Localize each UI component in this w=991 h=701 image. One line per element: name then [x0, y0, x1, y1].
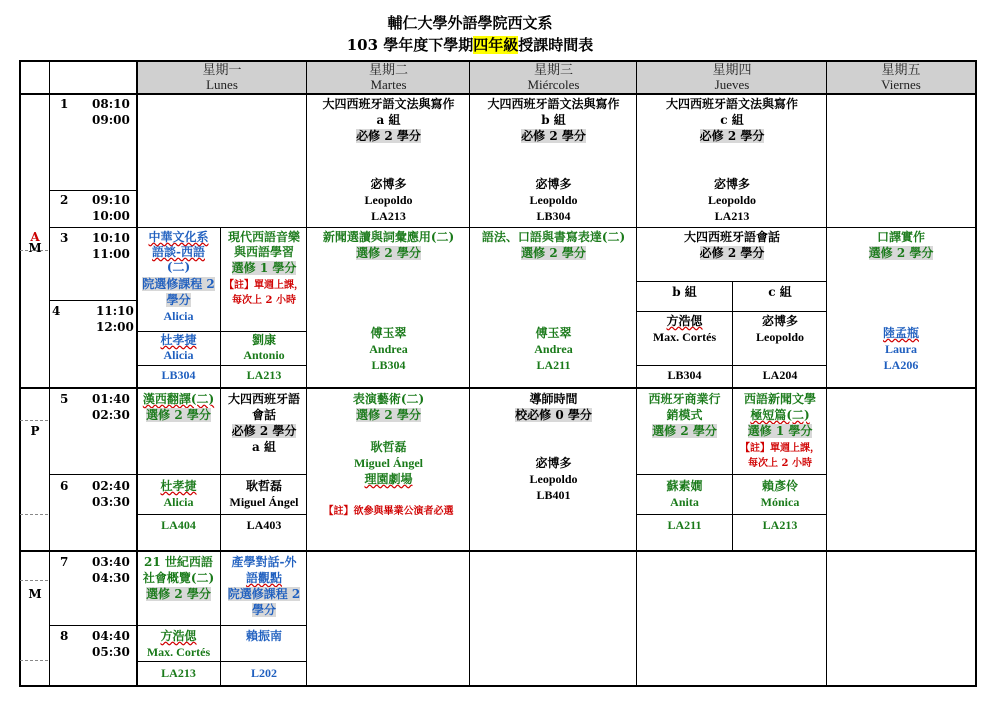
- period-1-start: 08:10: [92, 97, 130, 111]
- course-mon34a-l5-text: 學分: [166, 293, 191, 307]
- day-header-tue-es: Martes: [370, 77, 407, 92]
- period-7-no: 7: [60, 555, 69, 569]
- course-mon34b-teacher-es: Antonio: [243, 348, 285, 362]
- course-mon78a-l2: 社會概覽(二): [142, 571, 215, 585]
- grid-mon-room-line-78: [137, 661, 307, 662]
- course-writing-tue-teacher-zh: 宓博多: [370, 177, 407, 191]
- course-mon34a-room: LB304: [161, 368, 196, 382]
- course-mon78a-l3-text: 選修 2 學分: [146, 587, 211, 601]
- period-6-start: 02:40: [92, 479, 130, 493]
- grid-thu-group-line: [637, 281, 827, 282]
- side-dash-m2: [20, 660, 48, 661]
- grid-thu-room-line: [637, 365, 827, 366]
- course-mon78a-room: LA213: [161, 666, 196, 680]
- course-thu56b-room: LA213: [762, 518, 798, 532]
- side-label-am-a: A: [30, 230, 40, 244]
- course-wed34-teacher-zh: 傅玉翠: [535, 326, 572, 340]
- course-wed56-l2: [470, 408, 637, 423]
- course-mon78a-teacher-zh: 方浩偲: [160, 629, 197, 643]
- grid-mon-teacher-line-78: [137, 625, 307, 626]
- period-4-start: 11:10: [96, 304, 134, 318]
- course-wed56-l1: 導師時間: [529, 392, 578, 406]
- period-3-end: 11:00: [92, 247, 130, 261]
- grid-thu-room-line-56: [637, 514, 827, 515]
- course-mon78b-l3: [221, 587, 307, 602]
- course-writing-thu-req-text: 必修 2 學分: [699, 129, 765, 143]
- period-8-end: 05:30: [92, 645, 130, 659]
- course-tue34-l2-text: 選修 2 學分: [356, 246, 421, 260]
- grid-noon-line: [19, 387, 977, 389]
- period-4-end: 12:00: [96, 320, 134, 334]
- period-1-no: 1: [60, 97, 69, 111]
- course-thu56b-l1: 西語新聞文學: [743, 392, 816, 406]
- grid-header-line: [19, 93, 977, 95]
- course-fri34-l2-text: 選修 2 學分: [868, 246, 934, 260]
- course-thu34-req-text: 必修 2 學分: [699, 246, 765, 260]
- course-writing-wed-teacher-es: Leopoldo: [529, 193, 578, 207]
- course-writing-thu-title: 大四西班牙語文法與寫作: [665, 97, 798, 111]
- course-writing-thu-req: [637, 129, 827, 144]
- course-mon56a-l1-text: 漢西翻譯(二): [142, 392, 215, 406]
- course-mon78a-teacher-es: Max. Cortés: [146, 645, 211, 659]
- course-fri34-teacher-es: Laura: [884, 342, 917, 356]
- course-wed34-l2: [470, 246, 637, 261]
- side-dash-m1: [20, 580, 48, 581]
- course-wed34-l1: 語法、口語與書寫表達(二): [481, 230, 626, 244]
- grid-border-right: [975, 60, 977, 687]
- course-writing-wed-req-text: 必修 2 學分: [521, 129, 586, 143]
- course-mon34b-teacher-zh: 劉康: [251, 333, 276, 347]
- course-tue56-teacher-zh: 耿哲磊: [370, 440, 407, 454]
- day-header-wed-es: Miércoles: [527, 77, 580, 92]
- side-label-am-m: M: [28, 241, 42, 255]
- course-tue56-l2: [307, 408, 470, 423]
- course-mon78b-room: L202: [250, 666, 277, 680]
- course-mon34b-note1: 【註】單週上課，: [224, 280, 304, 291]
- course-thu34c-teacher-es: Leopoldo: [755, 330, 804, 344]
- course-thu34b-group: b 組: [672, 285, 697, 299]
- grid-border-bottom: [19, 685, 977, 687]
- course-mon34b-note2: 每次上 2 小時: [232, 295, 296, 306]
- course-writing-tue-req: [307, 129, 470, 144]
- course-fri34-teacher-zh: 陸孟瓶: [882, 326, 919, 340]
- course-writing-wed-title: 大四西班牙語文法與寫作: [487, 97, 620, 111]
- course-fri34-l1: 口譯實作: [876, 230, 925, 244]
- course-tue56-venue: 理園劇場: [364, 472, 413, 486]
- course-tue56-note: 【註】欲參與畢業公演者必選: [323, 506, 454, 517]
- course-thu56a-l3-text: 選修 2 學分: [652, 424, 717, 438]
- day-header-fri-es: Viernes: [881, 77, 921, 92]
- period-7-start: 03:40: [92, 555, 130, 569]
- day-header-mon-es: Lunes: [206, 77, 238, 92]
- course-mon56a-teacher-es: Alicia: [163, 495, 194, 509]
- subtitle-suffix: 授課時間表: [518, 36, 594, 54]
- period-5-no: 5: [60, 392, 69, 406]
- period-6-no: 6: [60, 479, 69, 493]
- grid-line-p3: [49, 227, 977, 228]
- course-writing-wed-group: b 組: [541, 113, 566, 127]
- course-thu34b-teacher-es: Max. Cortés: [652, 330, 717, 344]
- course-tue34-l2: [307, 246, 470, 261]
- period-3-start: 10:10: [92, 231, 130, 245]
- grid-line-p2: [49, 190, 137, 191]
- period-2-end: 10:00: [92, 209, 130, 223]
- course-thu34b-teacher-zh: [637, 314, 732, 329]
- course-mon34a-l2: 語談-西語: [152, 245, 205, 259]
- grid-line-p4: [49, 300, 137, 301]
- course-mon56b-l1: 大四西班牙語: [227, 392, 300, 406]
- subtitle-term: 103 學年度下學期: [346, 36, 474, 54]
- course-mon34b-room: LA213: [246, 368, 282, 382]
- course-mon56b-teacher-zh: 耿哲磊: [245, 479, 282, 493]
- course-tue56-l2-text: 選修 2 學分: [356, 408, 421, 422]
- course-thu56a-l1: 西班牙商業行: [648, 392, 721, 406]
- course-tue34-l1: 新聞選讀與詞彙應用(二): [322, 230, 455, 244]
- course-thu56b-note1: 【註】單週上課，: [740, 443, 820, 454]
- course-mon78b-l3-text: 院選修課程 2: [227, 587, 301, 601]
- day-header-fri-zh: 星期五: [881, 62, 921, 77]
- grid-mon-room-line-34: [137, 365, 307, 366]
- course-mon34a-teacher2-es: Alicia: [163, 348, 194, 362]
- course-writing-tue-teacher-es: Leopoldo: [364, 193, 413, 207]
- document-title: 輔仁大學外語學院西文系: [387, 14, 553, 32]
- course-mon34b-l2: 與西語學習: [233, 245, 294, 259]
- course-writing-wed-room: LB304: [536, 209, 571, 223]
- course-mon56b-l3-text: 必修 2 學分: [231, 424, 297, 438]
- course-mon34a-teacher2-zh: 杜孝捷: [160, 333, 197, 347]
- grid-col-wed: [469, 60, 470, 687]
- course-mon34a-l3: (二): [166, 260, 191, 274]
- course-writing-tue-title: 大四西班牙語文法與寫作: [322, 97, 455, 111]
- course-mon78a-l1: 21 世紀西語: [144, 555, 213, 569]
- course-mon78b-l4-text: 學分: [251, 603, 276, 617]
- course-thu56a-teacher-es: Anita: [670, 495, 699, 509]
- side-label-pm-m: M: [28, 587, 42, 601]
- course-fri34-room: LA206: [883, 358, 919, 372]
- course-writing-tue-group: a 組: [376, 113, 401, 127]
- day-header-wed-zh: 星期三: [533, 62, 573, 77]
- course-thu34-req: [637, 246, 827, 261]
- course-mon78a-l3: [137, 587, 220, 602]
- course-mon56b-l3: [221, 424, 307, 439]
- course-mon34b-l3-text: 選修 1 學分: [231, 261, 297, 275]
- course-mon78b-l4: [221, 603, 307, 618]
- course-thu56b-l3: [733, 424, 827, 439]
- side-label-pm-p: P: [30, 424, 40, 438]
- day-header-tue-zh: 星期二: [368, 62, 408, 77]
- day-header-thu-es: Jueves: [714, 77, 750, 92]
- grid-col-side: [49, 60, 50, 687]
- course-mon34a-l1: 中華文化系: [148, 230, 209, 244]
- course-mon34b-l1: 現代西語音樂: [227, 230, 300, 244]
- course-wed34-l2-text: 選修 2 學分: [521, 246, 586, 260]
- course-wed56-room: LB401: [536, 488, 571, 502]
- period-3-no: 3: [60, 231, 69, 245]
- course-thu34b-teacher-zh-text: 方浩偲: [666, 314, 703, 328]
- document-subtitle: [0, 36, 940, 54]
- course-mon56b-l2: 會話: [251, 408, 276, 422]
- grid-mon-teacher-line-56: [137, 474, 307, 475]
- course-wed56-l2-text: 校必修 0 學分: [515, 408, 592, 422]
- course-writing-thu-group: c 組: [720, 113, 744, 127]
- course-thu34c-group: c 組: [768, 285, 792, 299]
- period-8-start: 04:40: [92, 629, 130, 643]
- course-thu34b-room: LB304: [667, 368, 702, 382]
- course-fri34-l2: [827, 246, 975, 261]
- grid-mon-teacher-line: [137, 331, 307, 332]
- course-mon34a-l5: [137, 293, 220, 308]
- course-mon78b-teacher-zh: 賴振南: [245, 629, 282, 643]
- course-mon56b-l4: a 組: [252, 440, 276, 454]
- course-mon56a-room: LA404: [161, 518, 196, 532]
- course-writing-tue-room: LA213: [371, 209, 406, 223]
- course-writing-wed-teacher-zh: 宓博多: [535, 177, 572, 191]
- course-mon56a-l1: [137, 392, 220, 407]
- course-tue34-teacher-zh: 傅玉翠: [370, 326, 407, 340]
- course-wed34-teacher-es: Andrea: [534, 342, 573, 356]
- course-tue34-room: LB304: [371, 358, 406, 372]
- course-tue56-l1: 表演藝術(二): [352, 392, 425, 406]
- period-5-start: 01:40: [92, 392, 130, 406]
- period-5-end: 02:30: [92, 408, 130, 422]
- course-mon56b-room: LA403: [246, 518, 282, 532]
- course-wed56-teacher-zh: 宓博多: [535, 456, 572, 470]
- day-header-mon-zh: 星期一: [202, 62, 242, 77]
- course-mon34a-l4: [137, 277, 220, 292]
- course-mon34b-l3: [221, 261, 307, 276]
- grid-mon-room-line-56: [137, 514, 307, 515]
- period-2-start: 09:10: [92, 193, 130, 207]
- course-wed34-room: LA211: [536, 358, 571, 372]
- course-tue56-teacher-es: Miguel Ángel: [354, 456, 423, 470]
- course-thu56b-note2: 每次上 2 小時: [748, 458, 812, 469]
- grid-border-top: [19, 60, 977, 62]
- course-writing-wed-req: [470, 129, 637, 144]
- course-wed56-teacher-es: Leopoldo: [529, 472, 578, 486]
- course-thu56b-teacher-es: Mónica: [760, 495, 800, 509]
- course-tue34-teacher-es: Andrea: [369, 342, 408, 356]
- grid-afternoon-line: [19, 550, 977, 552]
- grid-line-p8: [49, 625, 137, 626]
- course-thu56a-l2: 銷模式: [666, 408, 703, 422]
- subtitle-year-highlight: 四年級: [473, 36, 519, 54]
- course-mon34a-teacher: Alicia: [163, 309, 194, 323]
- course-thu56b-l2: 極短篇(二): [750, 408, 810, 422]
- course-writing-thu-teacher-zh: 宓博多: [713, 177, 750, 191]
- side-dash-p1: [20, 420, 48, 421]
- course-mon56a-l2-text: 選修 2 學分: [146, 408, 211, 422]
- grid-line-p6: [49, 474, 137, 475]
- course-thu56b-l3-text: 選修 1 學分: [747, 424, 813, 438]
- grid-thu-teacher-line: [637, 311, 827, 312]
- course-writing-thu-teacher-es: Leopoldo: [707, 193, 756, 207]
- course-thu56a-l3: [637, 424, 732, 439]
- course-writing-thu-room: LA213: [714, 209, 750, 223]
- side-dash-p2: [20, 514, 48, 515]
- course-mon56a-teacher-zh: 杜孝捷: [160, 479, 197, 493]
- course-thu34c-room: LA204: [762, 368, 798, 382]
- period-7-end: 04:30: [92, 571, 130, 585]
- period-1-end: 09:00: [92, 113, 130, 127]
- course-writing-tue-req-text: 必修 2 學分: [356, 129, 421, 143]
- grid-thu-teacher-line-56: [637, 474, 827, 475]
- period-6-end: 03:30: [92, 495, 130, 509]
- course-thu56a-room: LA211: [667, 518, 702, 532]
- period-4-no: 4: [52, 304, 61, 318]
- course-thu56b-teacher-zh: 賴彥伶: [761, 479, 798, 493]
- course-mon56a-l2: [137, 408, 220, 423]
- course-mon56b-teacher-es: Miguel Ángel: [229, 495, 299, 509]
- course-mon78b-l2: 語觀點: [245, 571, 282, 585]
- course-thu34c-teacher-zh: 宓博多: [761, 314, 798, 328]
- course-thu56a-teacher-zh: 蘇素嫺: [666, 479, 703, 493]
- period-8-no: 8: [60, 629, 69, 643]
- course-mon78b-l1: 產學對話-外: [231, 555, 297, 569]
- course-mon34a-l4-text: 院選修課程 2: [142, 277, 215, 291]
- period-2-no: 2: [60, 193, 69, 207]
- course-thu34-title: 大四西班牙語會話: [683, 230, 780, 244]
- day-header-thu-zh: 星期四: [712, 62, 752, 77]
